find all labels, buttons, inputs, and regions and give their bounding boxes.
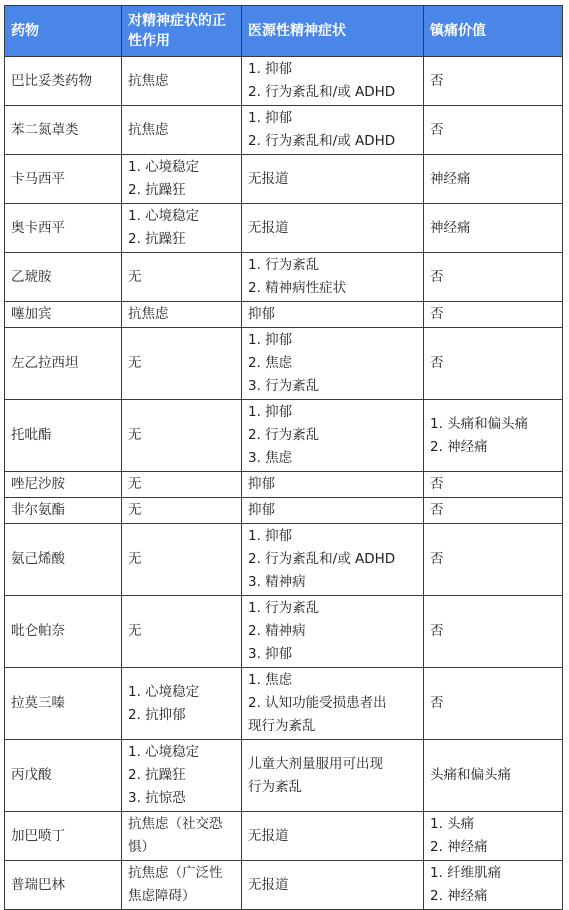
cell-iatrogenic-symptoms-line: 抑郁 — [248, 476, 275, 492]
cell-positive-effect — [122, 472, 242, 498]
cell-analgesic-value — [424, 155, 563, 204]
cell-iatrogenic-symptoms-line: 1. 抑郁 — [248, 404, 293, 420]
cell-iatrogenic-symptoms-line: 无报道 — [248, 827, 289, 844]
cell-positive-effect-line: 无 — [128, 551, 142, 567]
cell-drug: 非尔氨酯 — [5, 498, 122, 524]
cell-positive-effect — [122, 498, 242, 524]
table-row — [5, 155, 563, 204]
cell-drug: 拉莫三嗪 — [5, 668, 122, 740]
table-row — [5, 668, 563, 740]
cell-drug: 卡马西平 — [5, 155, 122, 204]
cell-analgesic-value — [424, 328, 563, 400]
drug-table — [4, 5, 563, 910]
cell-positive-effect-line: 无 — [128, 355, 142, 371]
cell-analgesic-value — [424, 302, 563, 328]
cell-positive-effect — [122, 328, 242, 400]
cell-analgesic-value-line: 否 — [430, 72, 444, 89]
cell-iatrogenic-symptoms-line: 1. 抑郁 — [248, 528, 293, 544]
header-row — [5, 6, 563, 57]
cell-iatrogenic-symptoms-line: 2. 行为紊乱和/或 ADHD — [248, 551, 396, 567]
cell-iatrogenic-symptoms-line: 3. 焦虑 — [248, 450, 293, 466]
cell-drug: 乙琥胺 — [5, 253, 122, 302]
cell-analgesic-value-line: 否 — [430, 623, 444, 639]
cell-positive-effect — [122, 861, 242, 910]
cell-positive-effect-line: 无 — [128, 268, 142, 285]
cell-positive-effect-line: 惧） — [128, 839, 155, 855]
cell-iatrogenic-symptoms-line: 1. 焦虑 — [248, 672, 293, 688]
table-row — [5, 812, 563, 861]
cell-positive-effect — [122, 57, 242, 106]
cell-positive-effect-line: 抗焦虑 — [128, 121, 169, 138]
cell-analgesic-value-line: 否 — [430, 695, 444, 711]
cell-positive-effect-line: 无 — [128, 476, 142, 492]
cell-positive-effect-line: 3. 抗惊恐 — [128, 790, 186, 806]
table-row — [5, 328, 563, 400]
cell-analgesic-value — [424, 740, 563, 812]
cell-positive-effect-line: 1. 心境稳定 — [128, 208, 200, 224]
cell-drug: 加巴喷丁 — [5, 812, 122, 861]
cell-iatrogenic-symptoms — [242, 106, 424, 155]
cell-analgesic-value-line: 否 — [430, 306, 444, 322]
table-row — [5, 204, 563, 253]
cell-positive-effect — [122, 204, 242, 253]
cell-analgesic-value-line: 1. 纤维肌痛 — [430, 865, 502, 881]
cell-iatrogenic-symptoms-line: 无报道 — [248, 219, 289, 236]
cell-iatrogenic-symptoms — [242, 596, 424, 668]
table-row — [5, 400, 563, 472]
cell-positive-effect — [122, 524, 242, 596]
cell-analgesic-value-line: 神经痛 — [430, 219, 471, 236]
cell-iatrogenic-symptoms-line: 2. 行为紊乱和/或 ADHD — [248, 133, 396, 149]
cell-iatrogenic-symptoms — [242, 740, 424, 812]
cell-drug: 丙戊酸 — [5, 740, 122, 812]
header-drug: 药物 — [5, 6, 122, 57]
cell-positive-effect-line: 无 — [128, 623, 142, 639]
cell-analgesic-value — [424, 668, 563, 740]
table-row — [5, 106, 563, 155]
cell-drug: 苯二氮䓬类 — [5, 106, 122, 155]
cell-positive-effect-line: 无 — [128, 502, 142, 518]
cell-iatrogenic-symptoms-line: 2. 焦虑 — [248, 355, 293, 371]
cell-iatrogenic-symptoms — [242, 498, 424, 524]
header-positive-effect: 对精神症状的正性作用 — [122, 6, 242, 57]
table-row — [5, 498, 563, 524]
cell-positive-effect-line: 1. 心境稳定 — [128, 159, 200, 175]
cell-drug: 托吡酯 — [5, 400, 122, 472]
cell-positive-effect — [122, 302, 242, 328]
cell-positive-effect-line: 2. 抗躁狂 — [128, 182, 186, 198]
cell-positive-effect-line: 1. 心境稳定 — [128, 683, 200, 700]
table-row — [5, 57, 563, 106]
cell-analgesic-value — [424, 524, 563, 596]
cell-analgesic-value-line: 1. 头痛和偏头痛 — [430, 415, 529, 432]
cell-iatrogenic-symptoms-line: 2. 行为紊乱 — [248, 427, 320, 443]
cell-iatrogenic-symptoms — [242, 253, 424, 302]
table-row — [5, 302, 563, 328]
cell-iatrogenic-symptoms — [242, 668, 424, 740]
cell-positive-effect-line: 抗焦虑（广泛性 — [128, 865, 223, 881]
cell-iatrogenic-symptoms-line: 1. 抑郁 — [248, 332, 293, 348]
cell-analgesic-value-line: 头痛和偏头痛 — [430, 767, 511, 783]
cell-iatrogenic-symptoms-line: 行为紊乱 — [248, 778, 302, 795]
cell-positive-effect — [122, 668, 242, 740]
cell-iatrogenic-symptoms — [242, 302, 424, 328]
cell-drug: 吡仑帕奈 — [5, 596, 122, 668]
cell-drug: 巴比妥类药物 — [5, 57, 122, 106]
cell-positive-effect — [122, 596, 242, 668]
cell-iatrogenic-symptoms-line: 2. 精神病性症状 — [248, 280, 347, 296]
cell-drug: 唑尼沙胺 — [5, 472, 122, 498]
cell-iatrogenic-symptoms-line: 现行为紊乱 — [248, 718, 316, 734]
table-row — [5, 524, 563, 596]
cell-drug: 左乙拉西坦 — [5, 328, 122, 400]
cell-positive-effect-line: 抗焦虑 — [128, 306, 169, 322]
cell-iatrogenic-symptoms-line: 1. 行为紊乱 — [248, 257, 320, 273]
table-row — [5, 861, 563, 910]
cell-analgesic-value — [424, 106, 563, 155]
cell-analgesic-value — [424, 472, 563, 498]
header-analgesic-value: 镇痛价值 — [424, 6, 563, 57]
cell-iatrogenic-symptoms — [242, 57, 424, 106]
cell-positive-effect-line: 焦虑障碍） — [128, 888, 196, 904]
cell-iatrogenic-symptoms — [242, 155, 424, 204]
cell-drug: 奥卡西平 — [5, 204, 122, 253]
cell-positive-effect — [122, 400, 242, 472]
cell-analgesic-value-line: 否 — [430, 121, 444, 138]
cell-iatrogenic-symptoms-line: 2. 精神病 — [248, 623, 306, 639]
cell-iatrogenic-symptoms-line: 3. 抑郁 — [248, 646, 293, 662]
cell-iatrogenic-symptoms — [242, 812, 424, 861]
cell-iatrogenic-symptoms-line: 无报道 — [248, 876, 289, 893]
cell-analgesic-value — [424, 204, 563, 253]
cell-analgesic-value-line: 否 — [430, 355, 444, 371]
table-row — [5, 740, 563, 812]
cell-iatrogenic-symptoms-line: 2. 行为紊乱和/或 ADHD — [248, 84, 396, 100]
cell-iatrogenic-symptoms-line: 2. 认知功能受损患者出 — [248, 695, 387, 711]
cell-positive-effect-line: 无 — [128, 427, 142, 443]
table-row — [5, 596, 563, 668]
cell-iatrogenic-symptoms-line: 1. 行为紊乱 — [248, 600, 320, 616]
cell-iatrogenic-symptoms-line: 无报道 — [248, 170, 289, 187]
cell-analgesic-value-line: 神经痛 — [430, 170, 471, 187]
cell-analgesic-value-line: 否 — [430, 551, 444, 567]
cell-positive-effect — [122, 155, 242, 204]
cell-analgesic-value-line: 1. 头痛 — [430, 816, 475, 832]
cell-analgesic-value — [424, 498, 563, 524]
cell-iatrogenic-symptoms — [242, 524, 424, 596]
cell-iatrogenic-symptoms-line: 1. 抑郁 — [248, 61, 293, 77]
cell-iatrogenic-symptoms — [242, 472, 424, 498]
cell-positive-effect-line: 抗焦虑（社交恐 — [128, 816, 223, 832]
cell-drug: 普瑞巴林 — [5, 861, 122, 910]
cell-iatrogenic-symptoms-line: 抑郁 — [248, 502, 275, 518]
cell-positive-effect — [122, 812, 242, 861]
cell-positive-effect — [122, 106, 242, 155]
cell-positive-effect — [122, 740, 242, 812]
cell-analgesic-value-line: 2. 神经痛 — [430, 438, 488, 455]
cell-analgesic-value-line: 否 — [430, 476, 444, 492]
table-row — [5, 472, 563, 498]
table-row — [5, 253, 563, 302]
header-iatrogenic-symptoms: 医源性精神症状 — [242, 6, 424, 57]
cell-analgesic-value — [424, 57, 563, 106]
cell-analgesic-value — [424, 253, 563, 302]
cell-positive-effect-line: 2. 抗抑郁 — [128, 706, 186, 723]
cell-positive-effect-line: 1. 心境稳定 — [128, 744, 200, 760]
cell-iatrogenic-symptoms-line: 1. 抑郁 — [248, 110, 293, 126]
cell-positive-effect-line: 2. 抗躁狂 — [128, 231, 186, 247]
cell-positive-effect — [122, 253, 242, 302]
cell-analgesic-value — [424, 400, 563, 472]
cell-analgesic-value — [424, 812, 563, 861]
cell-iatrogenic-symptoms — [242, 204, 424, 253]
cell-positive-effect-line: 抗焦虑 — [128, 72, 169, 89]
cell-iatrogenic-symptoms-line: 抑郁 — [248, 306, 275, 322]
cell-analgesic-value — [424, 596, 563, 668]
cell-iatrogenic-symptoms — [242, 328, 424, 400]
cell-analgesic-value — [424, 861, 563, 910]
cell-iatrogenic-symptoms-line: 3. 行为紊乱 — [248, 378, 320, 394]
cell-iatrogenic-symptoms — [242, 861, 424, 910]
cell-iatrogenic-symptoms-line: 3. 精神病 — [248, 574, 306, 590]
cell-analgesic-value-line: 否 — [430, 502, 444, 518]
cell-positive-effect-line: 2. 抗躁狂 — [128, 767, 186, 783]
cell-drug: 噻加宾 — [5, 302, 122, 328]
cell-analgesic-value-line: 否 — [430, 268, 444, 285]
cell-analgesic-value-line: 2. 神经痛 — [430, 839, 488, 855]
cell-iatrogenic-symptoms — [242, 400, 424, 472]
cell-analgesic-value-line: 2. 神经痛 — [430, 888, 488, 904]
cell-drug: 氨己烯酸 — [5, 524, 122, 596]
cell-iatrogenic-symptoms-line: 儿童大剂量服用可出现 — [248, 755, 383, 772]
